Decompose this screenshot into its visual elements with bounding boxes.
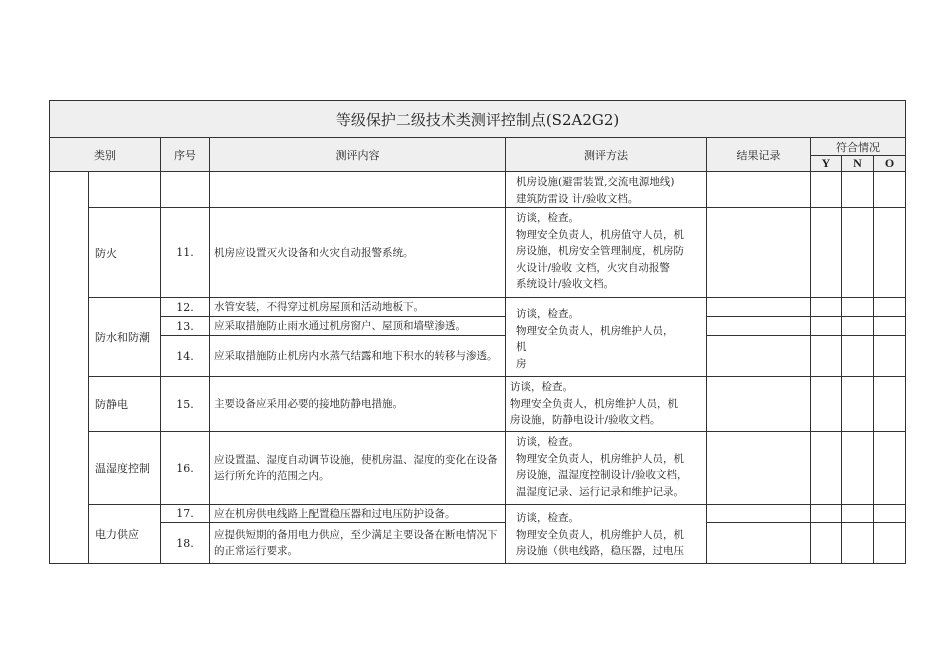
header-o: O bbox=[874, 156, 906, 172]
n-cell[interactable] bbox=[842, 317, 874, 336]
method-line: 建筑防雷设 计/验收文档。 bbox=[516, 192, 639, 205]
table-title: 等级保护二级技术类测评控制点(S2A2G2) bbox=[50, 101, 906, 138]
result-cell[interactable] bbox=[707, 298, 811, 317]
n-cell[interactable] bbox=[842, 208, 874, 298]
result-cell[interactable] bbox=[707, 432, 811, 505]
header-number: 序号 bbox=[161, 138, 210, 172]
header-result: 结果记录 bbox=[707, 138, 811, 172]
table-row bbox=[50, 523, 906, 564]
item-content: 应设置温、湿度自动调节设施，使机房温、湿度的变化在设备运行所允许的范围之内。 bbox=[210, 432, 506, 505]
n-cell[interactable] bbox=[842, 505, 874, 523]
category-humidity: 温湿度控制 bbox=[89, 432, 161, 505]
result-cell[interactable] bbox=[707, 208, 811, 298]
table-row bbox=[50, 377, 906, 432]
result-cell[interactable] bbox=[707, 523, 811, 564]
method-line: 房设施，机房安全管理制度，机房防 bbox=[516, 245, 684, 257]
method-line: 系统设计/验收文档。 bbox=[516, 278, 615, 290]
table-row bbox=[50, 336, 906, 377]
method-line: 访谈，检查。 bbox=[516, 436, 579, 448]
result-cell[interactable] bbox=[707, 172, 811, 208]
n-cell[interactable] bbox=[842, 336, 874, 377]
table-row bbox=[50, 317, 906, 336]
method-line: 物理安全负责人，机房维护人员， bbox=[516, 324, 674, 337]
item-number: 17. bbox=[161, 505, 210, 523]
content-cell bbox=[210, 172, 506, 208]
item-content: 主要设备应采用必要的接地防静电措施。 bbox=[210, 377, 506, 432]
y-cell[interactable] bbox=[811, 523, 842, 564]
header-category: 类别 bbox=[50, 138, 161, 172]
method-line: 访谈，检查。 bbox=[516, 212, 579, 224]
item-content: 水管安装，不得穿过机房屋顶和活动地板下。 bbox=[210, 298, 506, 317]
header-n: N bbox=[842, 156, 874, 172]
method-line: 温湿度记录、运行记录和维护记录。 bbox=[516, 485, 684, 498]
category-power: 电力供应 bbox=[89, 505, 161, 564]
item-number: 12. bbox=[161, 298, 210, 317]
method-line: 物理安全负责人，机房值守人员，机 bbox=[516, 228, 684, 241]
table-row bbox=[50, 505, 906, 523]
method-cell bbox=[506, 432, 707, 505]
result-cell[interactable] bbox=[707, 377, 811, 432]
method-line: 访谈，检查。 bbox=[516, 308, 579, 320]
y-cell[interactable] bbox=[811, 432, 842, 505]
n-cell[interactable] bbox=[842, 298, 874, 317]
n-cell[interactable] bbox=[842, 432, 874, 505]
section-label-cell bbox=[50, 172, 89, 564]
method-cell bbox=[506, 172, 707, 208]
method-line: 物理安全负责人，机房维护人员，机 bbox=[516, 528, 684, 541]
table-row bbox=[50, 432, 906, 505]
method-cell bbox=[506, 505, 707, 564]
y-cell[interactable] bbox=[811, 377, 842, 432]
category-water: 防水和防潮 bbox=[89, 298, 161, 377]
y-cell[interactable] bbox=[811, 505, 842, 523]
item-number: 11. bbox=[161, 208, 210, 298]
method-line: 房设施，防静电设计/验收文档。 bbox=[510, 414, 661, 426]
method-line: 房 bbox=[516, 357, 527, 370]
header-method: 测评方法 bbox=[506, 138, 707, 172]
method-line: 访谈，检查。 bbox=[516, 512, 579, 524]
o-cell[interactable] bbox=[874, 317, 906, 336]
result-cell[interactable] bbox=[707, 317, 811, 336]
y-cell[interactable] bbox=[811, 172, 842, 208]
y-cell[interactable] bbox=[811, 208, 842, 298]
item-content: 机房应设置灭火设备和火灾自动报警系统。 bbox=[210, 208, 506, 298]
y-cell[interactable] bbox=[811, 298, 842, 317]
number-cell bbox=[161, 172, 210, 208]
header-y: Y bbox=[811, 156, 842, 172]
result-cell[interactable] bbox=[707, 336, 811, 377]
o-cell[interactable] bbox=[874, 432, 906, 505]
method-line: 火设计/验收 文档，火灾自动报警 bbox=[516, 261, 670, 274]
table-row bbox=[50, 298, 906, 317]
item-number: 15. bbox=[161, 377, 210, 432]
assessment-sheet bbox=[49, 100, 905, 564]
table-row bbox=[50, 208, 906, 298]
category-cell bbox=[89, 172, 161, 208]
item-number: 16. bbox=[161, 432, 210, 505]
y-cell[interactable] bbox=[811, 336, 842, 377]
n-cell[interactable] bbox=[842, 523, 874, 564]
method-line: 物理安全负责人，机房维护人员，机 bbox=[516, 452, 684, 465]
item-number: 18. bbox=[161, 523, 210, 564]
assessment-table bbox=[49, 100, 906, 564]
method-cell bbox=[506, 377, 707, 432]
o-cell[interactable] bbox=[874, 377, 906, 432]
method-line: 物理安全负责人，机房维护人员，机 bbox=[510, 397, 678, 410]
item-content: 应采取措施防止机房内水蒸气结露和地下积水的转移与渗透。 bbox=[210, 336, 506, 377]
result-cell[interactable] bbox=[707, 505, 811, 523]
table-row bbox=[50, 172, 906, 208]
o-cell[interactable] bbox=[874, 523, 906, 564]
method-line: 房设施（供电线路，稳压器，过电压 bbox=[516, 545, 684, 557]
category-static: 防静电 bbox=[89, 377, 161, 432]
method-line: 房设施，温湿度控制设计/验收文档， bbox=[516, 469, 688, 481]
item-content: 应在机房供电线路上配置稳压器和过电压防护设备。 bbox=[210, 505, 506, 523]
header-compliance: 符合情况 bbox=[811, 138, 906, 156]
item-number: 13. bbox=[161, 317, 210, 336]
method-line: 访谈，检查。 bbox=[510, 381, 573, 393]
o-cell[interactable] bbox=[874, 208, 906, 298]
n-cell[interactable] bbox=[842, 172, 874, 208]
item-content: 应提供短期的备用电力供应，至少满足主要设备在断电情况下的正常运行要求。 bbox=[210, 523, 506, 564]
header-content: 测评内容 bbox=[210, 138, 506, 172]
n-cell[interactable] bbox=[842, 377, 874, 432]
method-cell bbox=[506, 208, 707, 298]
o-cell[interactable] bbox=[874, 336, 906, 377]
item-content: 应采取措施防止雨水通过机房窗户、屋顶和墙壁渗透。 bbox=[210, 317, 506, 336]
o-cell[interactable] bbox=[874, 172, 906, 208]
method-line: 机 bbox=[516, 341, 527, 353]
method-cell bbox=[506, 298, 707, 377]
category-fire: 防火 bbox=[89, 208, 161, 298]
method-line: 机房设施(避雷装置,交流电源地线) bbox=[516, 176, 675, 188]
y-cell[interactable] bbox=[811, 317, 842, 336]
item-number: 14. bbox=[161, 336, 210, 377]
o-cell[interactable] bbox=[874, 298, 906, 317]
o-cell[interactable] bbox=[874, 505, 906, 523]
